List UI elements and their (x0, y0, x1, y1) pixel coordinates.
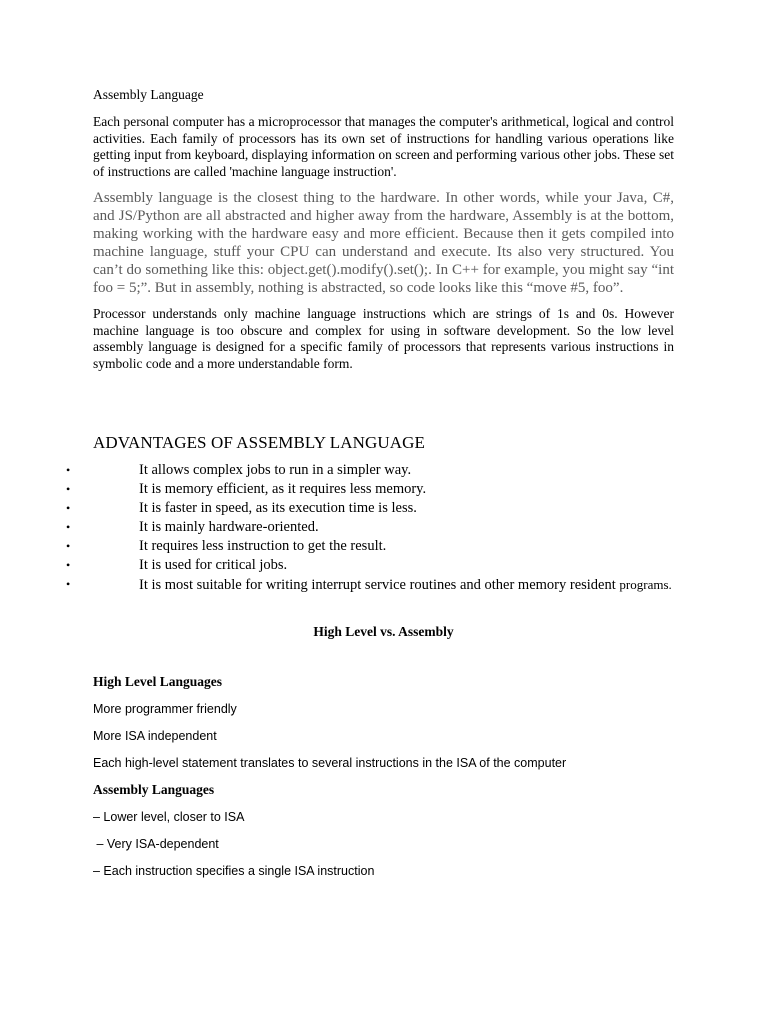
list-item (66, 461, 674, 480)
advantages-heading: ADVANTAGES OF ASSEMBLY LANGUAGE (93, 433, 426, 452)
assembly-heading: Assembly Languages (93, 782, 215, 797)
list-item (66, 518, 674, 537)
list-item-text: It requires less instruction to get the result. (139, 538, 387, 554)
intro-paragraph: Each personal computer has a microprocessor that manages the computer's arithmetical, logical and control activities. Each family of processors has its own set of instructions for handling various operations like getting input from keyboard, displaying information on screen and performing various other jobs. These set of instructions are called 'machine language instruction'. (93, 114, 674, 179)
list-item (66, 537, 674, 556)
list-item-text: It allows complex jobs to run in a simpler way. (139, 462, 412, 478)
high-level-heading: High Level Languages (93, 674, 223, 689)
assembly-point: – Each instruction specifies a single ISA instruction (93, 864, 375, 878)
advantages-list (66, 461, 674, 595)
list-item-text-main: It is most suitable for writing interrupt service routines and other memory resident (139, 577, 620, 593)
list-item (66, 499, 674, 518)
bullet-icon: • (66, 463, 71, 477)
hardware-paragraph: Assembly language is the closest thing to the hardware. In other words, while your Java, C#, and JS/Python are all abstracted and higher away from the hardware, Assembly is at the bottom, making working with the hardware easy and more efficient. Because then it gets compiled into machine language, stuff your CPU can understand and execute. Its also very structured. You can’t do something like this: object.get().modify().set();. In C++ for example, you might say “int foo = 5;”. But in assembly, nothing is abstracted, so code looks like this “move #5, foo”. (93, 190, 674, 296)
high-level-point: Each high-level statement translates to several instructions in the ISA of the computer (93, 756, 567, 770)
bullet-icon: • (66, 482, 71, 496)
bullet-icon: • (66, 539, 71, 553)
assembly-point: – Very ISA-dependent (93, 837, 219, 851)
bullet-icon: • (66, 577, 71, 591)
list-item-text: It is used for critical jobs. (139, 557, 288, 573)
list-item-text-tail: programs. (619, 577, 672, 592)
high-level-point: More ISA independent (93, 729, 217, 743)
comparison-heading: High Level vs. Assembly (313, 624, 454, 639)
machine-language-paragraph: Processor understands only machine language instructions which are strings of 1s and 0s. However machine language is too obscure and complex for using in software development. So the low level assembly language is designed for a specific family of processors that represents various instructions in symbolic code and a more understandable form. (93, 306, 674, 371)
bullet-icon: • (66, 501, 71, 515)
document-page (66, 86, 674, 889)
document-title: Assembly Language (93, 87, 204, 102)
list-item-text: It is memory efficient, as it requires less memory. (139, 481, 427, 497)
bullet-icon: • (66, 558, 71, 572)
list-item (66, 575, 674, 595)
list-item-text: It is mainly hardware-oriented. (139, 519, 319, 535)
high-level-point: More programmer friendly (93, 702, 237, 716)
assembly-point: – Lower level, closer to ISA (93, 810, 245, 824)
list-item-text (93, 575, 674, 595)
list-item-text: It is faster in speed, as its execution time is less. (139, 500, 417, 516)
list-item (66, 556, 674, 575)
list-item (66, 480, 674, 499)
bullet-icon: • (66, 520, 71, 534)
